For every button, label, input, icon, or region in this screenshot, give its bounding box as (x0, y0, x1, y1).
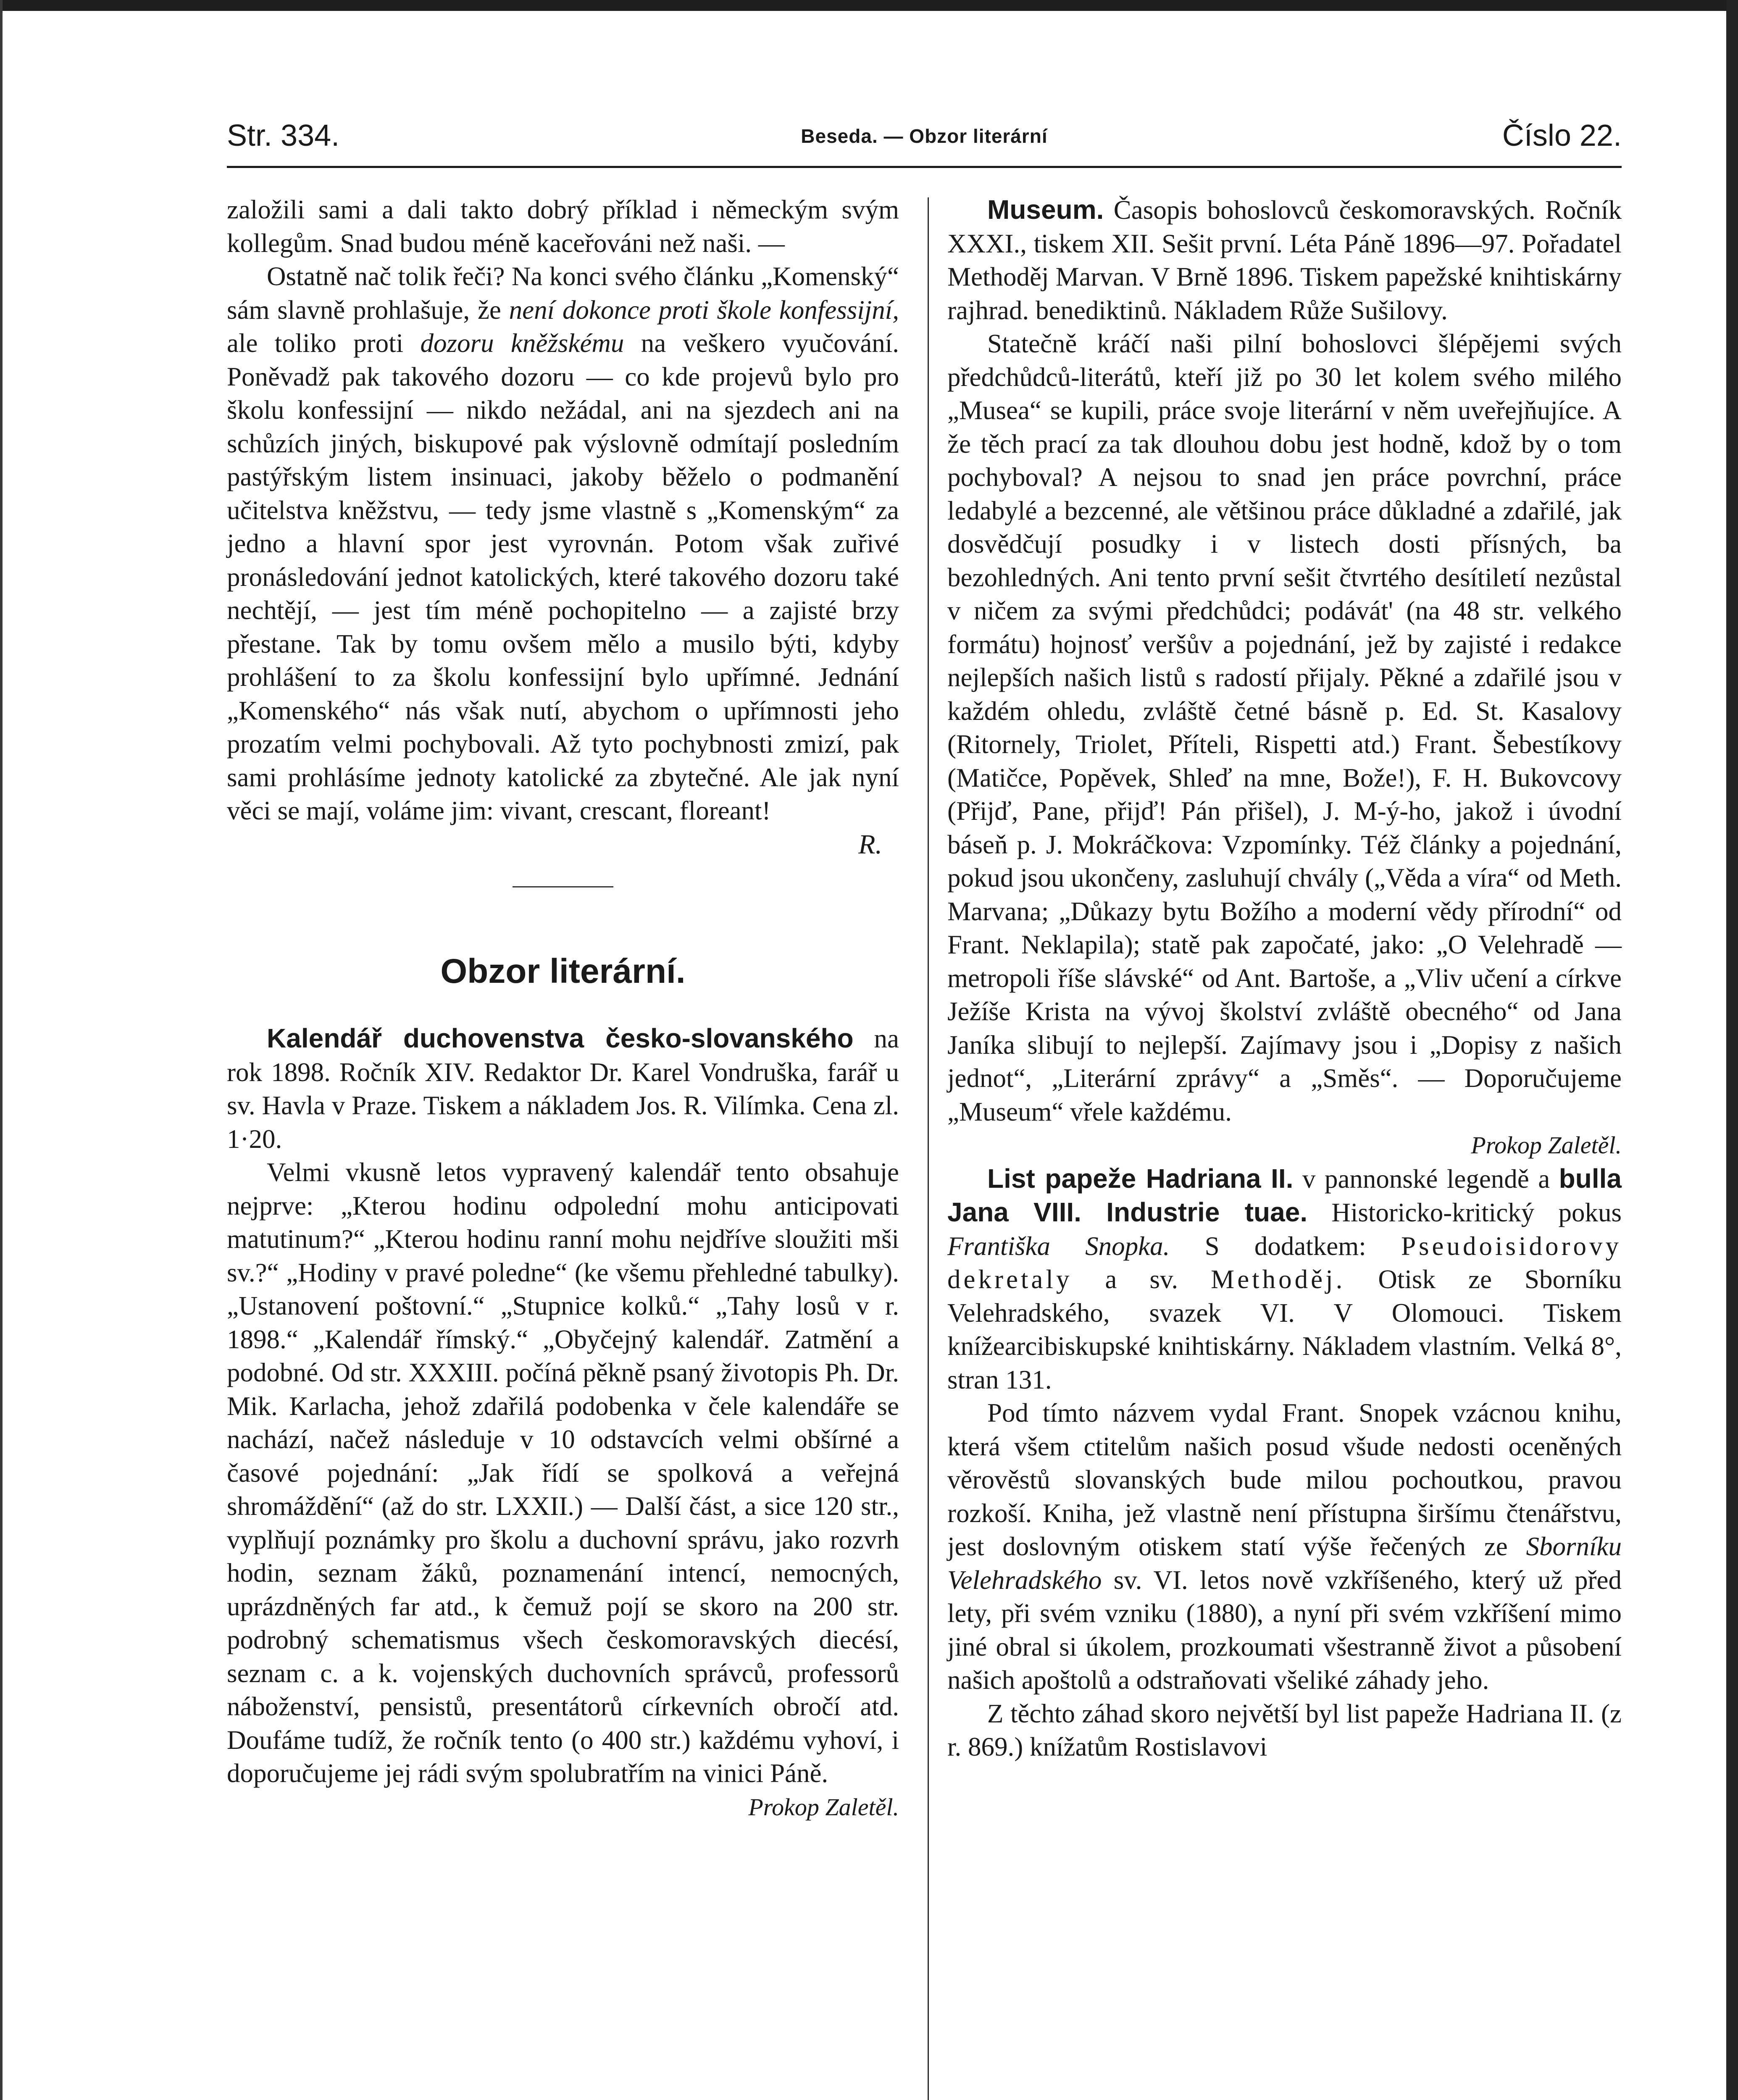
signature: R. (858, 829, 882, 860)
paragraph: Z těchto záhad skoro největší byl list papeže Hadriana II. (z r. 869.) knížatům Rostislavovi (947, 1698, 1622, 1761)
entry-heading: Kalendář duchovenstva česko-slovanského na rok 1898. Ročník XIV. Redaktor Dr. Karel Vondruška, farář u sv. Havla v Praze. Tiskem a nákladem Jos. R. Vilímka. Cena zl. 1·20. (227, 1023, 899, 1154)
paragraph: Ostatně nač tolik řeči? Na konci svého článku „Komenský“ sám slavně prohlašuje, že není dokonce proti škole konfessijní, ale toliko proti dozoru kněžskému na veškero vyučování. Poněvadž pak takového dozoru — co kde projevů bylo pro školu konfessijní — nikdo nežádal, ani na sjezdech ani na schůzích jiných, biskupové pak výslovně odmítají posledním pastýřským listem insinuaci, jakoby běželo o podmanění učitelstva kněžstvu, — tedy jsme vlastně s „Komenským“ za jedno a hlavní spor jest vyrovnán. Potom však zuřivé pronásledování jednot katolických, které takového dozoru také nechtějí, — jest tím méně pochopitelno — a zajisté brzy přestane. Tak by tomu ovšem mělo a musilo býti, kdyby prohlášení to za školu konfessijní bylo upřímné. Jednání „Komenského“ nás však nutí, abychom o upřímnosti jeho prozatím velmi pochybovali. Až tyto pochybnosti zmizí, pak sami prohlásíme jednoty katolické za zbytečné. Ale jak nyní věci se mají, voláme jim: vivant, crescant, floreant! (227, 262, 899, 825)
paragraph: Velmi vkusně letos vypravený kalendář tento obsahuje nejprve: „Kterou hodinu odpolední mohu anticipovati matutinum?“ „Kterou hodinu ranní mohu nejdříve sloužiti mši sv.?“ „Hodiny v pravé poledne“ (ke všemu přehledné tabulky). „Ustanovení poštovní.“ „Stupnice kolků.“ „Tahy losů v r. 1898.“ „Kalendář římský.“ „Obyčejný kalendář. Zatmění a podobné. Od str. XXXIII. počíná pěkně psaný životopis Ph. Dr. Mik. Karlacha, jehož zdařilá podobenka v čele kalendáře se nachází, načež následuje v 10 odstavcích velmi obšírné a časové pojednání: „Jak řídí se spolková a veřejná shromáždění“ (až do str. LXXII.) — Další část, a sice 120 str., vyplňují poznámky pro školu a duchovní správu, jako rozvrh hodin, seznam žáků, poznamenání intencí, nemocných, uprázdněných far atd., k čemuž pojí se skoro na 200 str. podrobný schematismus všech českomoravských diecésí, seznam c. a k. vojenských duchovních správců, professorů náboženství, pensistů, presentátorů církevních obročí atd. Doufáme tudíž, že ročník tento (o 400 str.) každému vyhoví, i doporučujeme jej rádi svým spolubratřím na vinici Páně. (227, 1158, 899, 1788)
signature: Prokop Zaletěl. (748, 1793, 899, 1821)
running-title: Beseda. — Obzor literární (801, 125, 1048, 147)
signature: Prokop Zaletěl. (1471, 1131, 1622, 1159)
entry-heading: List papeže Hadriana II. v pannonské legendě a bulla Jana VIII. Industrie tuae. Historicko-kritický pokus Františka Snopka. S dodatkem: Pseudoisidorovy dekretaly a sv. Methoděj. Otisk ze Sborníku Velehradského, svazek VI. V Olomouci. Tiskem knížearcibiskupské knihtiskárny. Nákladem vlastním. Velká 8°, stran 131. (947, 1163, 1622, 1394)
scan-edge-left (0, 0, 3, 2100)
scan-edge-right (1726, 0, 1738, 2100)
column-divider (928, 197, 929, 2100)
paragraph: Pod tímto názvem vydal Frant. Snopek vzácnou knihu, která všem ctitelům našich posud všude nedosti oceněných věrověstů slovanských bude milou pochoutkou, pravou rozkoší. Kniha, jež vlastně není přístupna širšímu čtenářstvu, jest doslovným otiskem statí výše řečených ze Sborníku Velehradského sv. VI. letos nově vzkříšeného, který už před lety, při svém vzniku (1880), a nyní při svém vzkříšení mimo jiné obral si úkolem, prozkoumati všestranně život a působení našich apoštolů a odstraňovati všeliké záhady jeho. (947, 1398, 1622, 1695)
section-title: Obzor literární. (440, 952, 686, 990)
separator-rule (513, 886, 613, 887)
scan-edge-top (0, 0, 1738, 11)
header-rule (227, 166, 1622, 168)
paragraph: Statečně kráčí naši pilní bohoslovci šlépějemi svých předchůdců-literátů, kteří již po 30 let kolem svého milého „Musea“ se kupili, práce svoje literární v něm uveřejňujíce. A že těch prací za tak dlouhou dobu jest hodně, kdož by o tom pochyboval? A nejsou to snad jen práce povrchní, práce ledabylé a bezcenné, ale většinou práce důkladné a zdařilé, jak dosvědčují posudky i v listech dosti přísných, ba bezohledných. Ani tento první sešit čtvrtého desítiletí nezůstal v ničem za svými předchůdci; podávát' (na 48 str. velkého formátu) hojnosť veršův a pojednání, jež by zajisté i redakce nejlepších našich listů s radostí přijaly. Pěkné a zdařilé jsou v každém ohledu, zvláště četné básně p. Ed. St. Kasalovy (Ritornely, Triolet, Příteli, Rispetti atd.) Frant. Šebestíkovy (Matičce, Popěvek, Shleď na mne, Bože!), F. H. Bukovcovy (Přijď, Pane, přijď! Pán přišel), J. M-ý-ho, jakož i úvodní báseň p. J. Mokráčkova: Vzpomínky. Též články a pojednání, pokud jsou ukončeny, zasluhují chvály („Věda a víra“ od Meth. Marvana; „Důkazy bytu Božího a moderní vědy přírodní“ od Frant. Neklapila); statě pak započaté, jako: „O Velehradě — metropoli říše slávské“ od Ant. Bartoše, a „Vliv učení a církve Ježíše Krista na vývoj školství zvláště obecného“ od Jana Janíka slibují to nejlepší. Zajímavy jsou i „Dopisy z našich jednot“, „Literární zprávy“ a „Směs“. — Doporučujeme „Museum“ vřele každému. (947, 329, 1622, 1126)
right-column (947, 193, 1622, 1764)
left-column (227, 193, 899, 1824)
paragraph: založili sami a dali takto dobrý příklad i německým svým kollegům. Snad budou méně kaceřováni než naši. — (227, 195, 899, 258)
page-number: Str. 334. (227, 119, 340, 152)
entry-heading: Museum. Časopis bohoslovců českomoravských. Ročník XXXI., tiskem XII. Sešit první. Léta Páně 1896—97. Pořadatel Methoděj Marvan. V Brně 1896. Tiskem papežské knihtiskárny rajhrad. benediktinů. Nákladem Růže Sušilovy. (947, 194, 1622, 325)
running-header (227, 110, 1622, 156)
issue-number: Číslo 22. (1502, 119, 1622, 152)
